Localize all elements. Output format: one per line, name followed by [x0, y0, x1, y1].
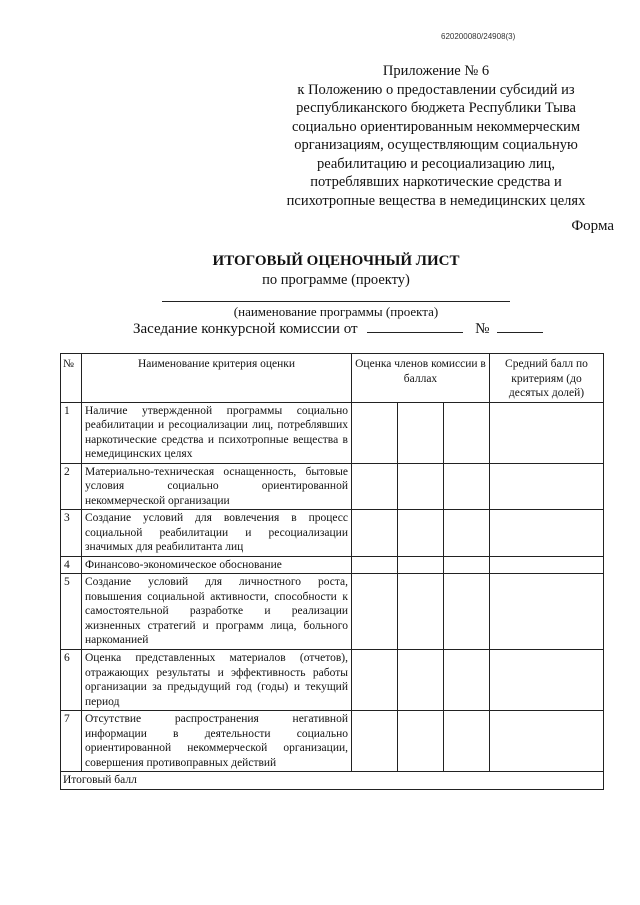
table-row — [61, 510, 604, 557]
meeting-number-sign: № — [475, 321, 490, 337]
header-average-score: Средний балл по критериям (до десятых долей) — [490, 354, 604, 403]
appendix-line: социально ориентированным некоммерческим — [291, 118, 581, 135]
table-row — [61, 402, 604, 463]
document-id: 620200080/24908(3) — [441, 32, 516, 41]
row-criterion: Создание условий для личностного роста, повышения социальной активности, способности к самостоятельной разработке и реализации жизненных стратегий и программ лица, больного наркоманией — [82, 574, 352, 650]
average-score-cell[interactable] — [490, 650, 604, 711]
meeting-line — [133, 320, 543, 338]
average-score-cell[interactable] — [490, 510, 604, 557]
average-score-cell[interactable] — [490, 402, 604, 463]
appendix-line: психотропные вещества в немедицинских целях — [286, 192, 586, 209]
row-number: 1 — [61, 402, 82, 463]
row-number: 4 — [61, 556, 82, 574]
member-score-cell[interactable] — [398, 556, 444, 574]
member-score-cell[interactable] — [352, 510, 398, 557]
row-number: 5 — [61, 574, 82, 650]
appendix-line: Приложение № 6 — [382, 63, 490, 79]
row-criterion: Материально-техническая оснащенность, бытовые условия социально ориентированной некоммерческой организации — [82, 463, 352, 510]
appendix-line: к Положению о предоставлении субсидий из — [297, 81, 575, 98]
member-score-cell[interactable] — [352, 711, 398, 772]
appendix-line: организациям, осуществляющим социальную — [294, 137, 578, 153]
member-score-cell[interactable] — [352, 650, 398, 711]
row-criterion: Финансово-экономическое обоснование — [82, 556, 352, 574]
row-number: 6 — [61, 650, 82, 711]
row-number: 3 — [61, 510, 82, 557]
row-number: 7 — [61, 711, 82, 772]
member-score-cell[interactable] — [398, 510, 444, 557]
total-label: Итоговый балл — [61, 772, 604, 790]
table-row — [61, 574, 604, 650]
appendix-line: реабилитацию и ресоциализацию лиц, — [316, 155, 556, 172]
member-score-cell[interactable] — [444, 574, 490, 650]
member-score-cell[interactable] — [398, 402, 444, 463]
row-criterion: Создание условий для вовлечения в процесс социальной реабилитации и ресоциализации значимых для реабилитанта лиц — [82, 510, 352, 557]
header-criterion: Наименование критерия оценки — [82, 354, 352, 403]
row-number: 2 — [61, 463, 82, 510]
row-criterion: Отсутствие распространения негативной информации в деятельности социально ориентированной некоммерческой организации, совершения противоправных действий — [82, 711, 352, 772]
appendix-header — [268, 62, 604, 210]
member-score-cell[interactable] — [444, 510, 490, 557]
average-score-cell[interactable] — [490, 574, 604, 650]
score-table — [60, 353, 604, 790]
meeting-label: Заседание конкурсной комиссии от — [133, 321, 358, 337]
member-score-cell[interactable] — [352, 463, 398, 510]
header-number: № — [61, 354, 82, 403]
member-score-cell[interactable] — [444, 650, 490, 711]
table-row — [61, 463, 604, 510]
appendix-line: республиканского бюджета Республики Тыва — [296, 100, 576, 116]
row-criterion: Оценка представленных материалов (отчетов), отражающих результаты и эффективность работы организации за предыдущий год (годы) и текущий период — [82, 650, 352, 711]
member-score-cell[interactable] — [398, 650, 444, 711]
member-score-cell[interactable] — [444, 402, 490, 463]
header-members-score: Оценка членов комиссии в баллах — [352, 354, 490, 403]
member-score-cell[interactable] — [444, 711, 490, 772]
program-name-caption: (наименование программы (проекта) — [233, 304, 439, 319]
document-subtitle: по программе (проекту) — [262, 272, 410, 288]
table-row — [61, 650, 604, 711]
table-row — [61, 556, 604, 574]
member-score-cell[interactable] — [398, 574, 444, 650]
table-row — [61, 711, 604, 772]
average-score-cell[interactable] — [490, 463, 604, 510]
average-score-cell[interactable] — [490, 711, 604, 772]
member-score-cell[interactable] — [444, 463, 490, 510]
appendix-line: потреблявших наркотические средства и — [310, 174, 562, 190]
program-name-blank[interactable] — [162, 301, 510, 302]
meeting-date-blank[interactable] — [367, 320, 463, 333]
total-row — [61, 772, 604, 790]
row-criterion: Наличие утвержденной программы социально реабилитации и ресоциализации лиц, потреблявших наркотические средства и психотропные вещества в немедицинских целях — [82, 402, 352, 463]
average-score-cell[interactable] — [490, 556, 604, 574]
meeting-number-blank[interactable] — [497, 320, 543, 333]
member-score-cell[interactable] — [352, 574, 398, 650]
form-label: Форма — [571, 218, 614, 234]
member-score-cell[interactable] — [398, 463, 444, 510]
member-score-cell[interactable] — [444, 556, 490, 574]
member-score-cell[interactable] — [398, 711, 444, 772]
member-score-cell[interactable] — [352, 402, 398, 463]
member-score-cell[interactable] — [352, 556, 398, 574]
document-title: ИТОГОВЫЙ ОЦЕНОЧНЫЙ ЛИСТ — [212, 253, 460, 269]
